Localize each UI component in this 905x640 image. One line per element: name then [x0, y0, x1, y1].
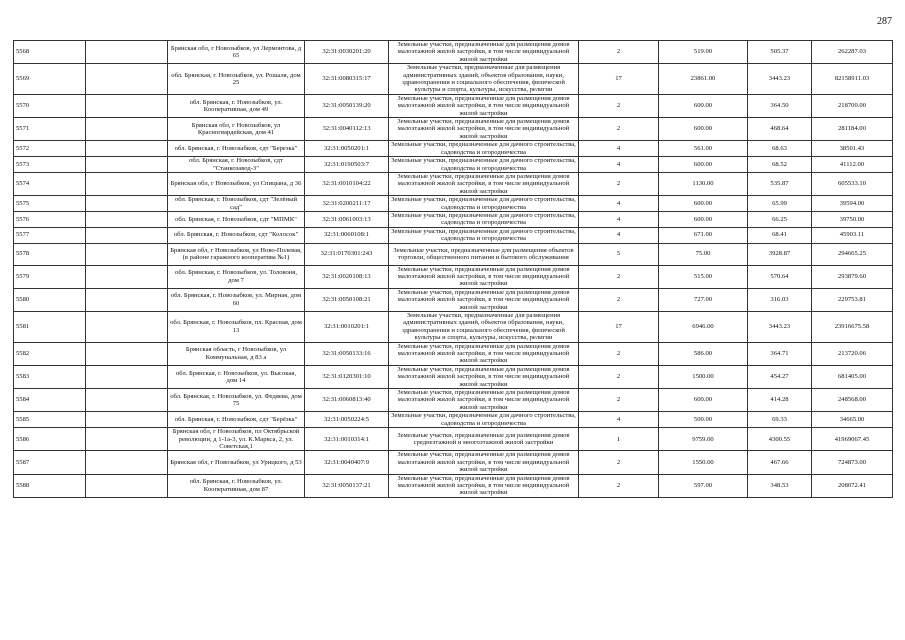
group-cell: 17 — [579, 64, 659, 95]
cadastral-value-cell: 294665.25 — [812, 243, 893, 265]
empty-cell — [86, 172, 168, 195]
cadastral-number-cell: 32:31:0020108:13 — [305, 265, 389, 288]
cadastral-value-cell: 293879.60 — [812, 265, 893, 288]
group-cell: 5 — [579, 243, 659, 265]
empty-cell — [86, 474, 168, 497]
group-cell: 4 — [579, 227, 659, 243]
area-cell: 6946.00 — [659, 312, 748, 343]
address-cell: обл. Брянская, г. Новозыбков, сдт "Зелёный сад" — [168, 196, 305, 212]
table-row — [14, 312, 893, 343]
area-cell: 600.00 — [659, 157, 748, 173]
land-use-cell: Земельные участки, предназначенные для размещения домов малоэтажной жилой застройки, в том числе индивидуальной жилой застройки — [389, 172, 579, 195]
table-row — [14, 64, 893, 95]
row-number-cell: 5585 — [14, 412, 86, 428]
row-number-cell: 5573 — [14, 157, 86, 173]
cadastral-value-cell: 213720.06 — [812, 342, 893, 365]
cadastral-number-cell: 32:31:0010104:22 — [305, 172, 389, 195]
address-cell: обл. Брянская, г. Новозыбков, сдт "Березка" — [168, 141, 305, 157]
table-row — [14, 227, 893, 243]
land-use-cell: Земельные участки, предназначенные для размещения домов малоэтажной жилой застройки, в том числе индивидуальной жилой застройки — [389, 265, 579, 288]
table-row — [14, 412, 893, 428]
land-use-cell: Земельные участки, предназначенные для дачного строительства, садоводства и огородничества — [389, 157, 579, 173]
cadastral-number-cell: 32:31:0050133:16 — [305, 342, 389, 365]
group-cell: 2 — [579, 342, 659, 365]
area-cell: 23861.00 — [659, 64, 748, 95]
empty-cell — [86, 211, 168, 227]
land-use-cell: Земельные участки, предназначенные для размещения домов малоэтажной жилой застройки, в том числе индивидуальной жилой застройки — [389, 288, 579, 311]
unit-value-cell: 454.27 — [748, 365, 812, 388]
address-cell: обл. Брянская, г. Новозыбков, ул. Кооперативная, дом 87 — [168, 474, 305, 497]
table-row — [14, 41, 893, 64]
address-cell: обл. Брянская, г. Новозыбков, сдт "Берёзка" — [168, 412, 305, 428]
row-number-cell: 5571 — [14, 118, 86, 141]
address-cell: обл. Брянская, г. Новозыбков, сдт "Колосок" — [168, 227, 305, 243]
row-number-cell: 5578 — [14, 243, 86, 265]
row-number-cell: 5586 — [14, 428, 86, 451]
area-cell: 515.00 — [659, 265, 748, 288]
address-cell: Брянская обл, г Новозыбков, ул Лермонтова, д 65 — [168, 41, 305, 64]
area-cell: 519.00 — [659, 41, 748, 64]
row-number-cell: 5582 — [14, 342, 86, 365]
table-row — [14, 94, 893, 117]
area-cell: 1130.00 — [659, 172, 748, 195]
table-row — [14, 118, 893, 141]
land-use-cell: Земельные участки, предназначенные для размещения административных зданий, объектов образования, науки, здравоохранения и социального обеспечения, физической культуры и спорта, культуры, искусства, религии — [389, 312, 579, 343]
empty-cell — [86, 451, 168, 474]
row-number-cell: 5584 — [14, 389, 86, 412]
cadastral-value-cell: 38501.43 — [812, 141, 893, 157]
cadastral-number-cell: 32:31:0010314:1 — [305, 428, 389, 451]
address-cell: обл. Брянская, г. Новозыбков, сдт "МПМК" — [168, 211, 305, 227]
unit-value-cell: 3928.87 — [748, 243, 812, 265]
area-cell: 586.00 — [659, 342, 748, 365]
cadastral-value-cell: 39594.00 — [812, 196, 893, 212]
table-row — [14, 342, 893, 365]
cadastral-value-cell: 605533.10 — [812, 172, 893, 195]
row-number-cell: 5583 — [14, 365, 86, 388]
area-cell: 75.00 — [659, 243, 748, 265]
unit-value-cell: 570.64 — [748, 265, 812, 288]
group-cell: 2 — [579, 365, 659, 388]
unit-value-cell: 348.53 — [748, 474, 812, 497]
area-cell: 600.00 — [659, 196, 748, 212]
table-row — [14, 172, 893, 195]
area-cell: 671.00 — [659, 227, 748, 243]
cadastral-number-cell: 32:31:0010201:1 — [305, 312, 389, 343]
cadastral-value-cell: 208072.41 — [812, 474, 893, 497]
address-cell: обл. Брянская, г. Новозыбков, ул. Толоконя, дом 7 — [168, 265, 305, 288]
land-use-cell: Земельные участки, предназначенные для дачного строительства, садоводства и огородничества — [389, 412, 579, 428]
group-cell: 4 — [579, 412, 659, 428]
area-cell: 600.00 — [659, 211, 748, 227]
land-use-cell: Земельные участки, предназначенные для размещения домов малоэтажной жилой застройки, в том числе индивидуальной жилой застройки — [389, 474, 579, 497]
unit-value-cell: 364.50 — [748, 94, 812, 117]
unit-value-cell: 66.25 — [748, 211, 812, 227]
cadastral-value-cell: 41112.00 — [812, 157, 893, 173]
address-cell: Брянская обл, г Новозыбков, пл Октябрьской революции, д 1-1а-3, ул. К.Маркса, 2, ул. Советская,1 — [168, 428, 305, 451]
cadastral-value-cell: 229753.81 — [812, 288, 893, 311]
land-use-cell: Земельные участки, предназначенные для дачного строительства, садоводства и огородничества — [389, 211, 579, 227]
cadastral-number-cell: 32:31:0190503:7 — [305, 157, 389, 173]
row-number-cell: 5579 — [14, 265, 86, 288]
address-cell: обл. Брянская, г. Новозыбков, ул. Федяева, дом 75 — [168, 389, 305, 412]
unit-value-cell: 68.52 — [748, 157, 812, 173]
row-number-cell: 5569 — [14, 64, 86, 95]
row-number-cell: 5587 — [14, 451, 86, 474]
cadastral-number-cell: 32:31:0040407:9 — [305, 451, 389, 474]
land-use-cell: Земельные участки, предназначенные для размещения домов малоэтажной жилой застройки, в том числе индивидуальной жилой застройки — [389, 118, 579, 141]
area-cell: 9759.00 — [659, 428, 748, 451]
row-number-cell: 5577 — [14, 227, 86, 243]
group-cell: 2 — [579, 41, 659, 64]
cadastral-number-cell: 32:31:0061003:13 — [305, 211, 389, 227]
empty-cell — [86, 157, 168, 173]
group-cell: 1 — [579, 428, 659, 451]
table-row — [14, 157, 893, 173]
land-plots-table — [13, 40, 893, 498]
unit-value-cell: 414.28 — [748, 389, 812, 412]
cadastral-value-cell: 248568.00 — [812, 389, 893, 412]
empty-cell — [86, 428, 168, 451]
row-number-cell: 5568 — [14, 41, 86, 64]
land-use-cell: Земельные участки, предназначенные для размещения домов малоэтажной жилой застройки, в том числе индивидуальной жилой застройки — [389, 94, 579, 117]
cadastral-number-cell: 32:31:0050201:1 — [305, 141, 389, 157]
page-number: 287 — [877, 16, 892, 27]
unit-value-cell: 364.71 — [748, 342, 812, 365]
group-cell: 2 — [579, 265, 659, 288]
cadastral-number-cell: 32:31:0120301:10 — [305, 365, 389, 388]
address-cell: обл. Брянская, г. Новозыбков, ул. Кооперативная, дом 49 — [168, 94, 305, 117]
table-row — [14, 288, 893, 311]
address-cell: обл. Брянская, г. Новозыбков, ул. Рошаля, дом 25 — [168, 64, 305, 95]
table-row — [14, 389, 893, 412]
cadastral-number-cell: 32:31:0060813:40 — [305, 389, 389, 412]
land-use-cell: Земельные участки, предназначенные для размещения домов малоэтажной жилой застройки, в том числе индивидуальной жилой застройки — [389, 41, 579, 64]
empty-cell — [86, 94, 168, 117]
address-cell: Брянская обл, г Новозыбков, ул Спицына, д 36 — [168, 172, 305, 195]
cadastral-value-cell: 681405.00 — [812, 365, 893, 388]
unit-value-cell: 68.63 — [748, 141, 812, 157]
land-use-cell: Земельные участки, предназначенные для размещения объектов торговли, общественного питания и бытового обслуживания — [389, 243, 579, 265]
table-row — [14, 428, 893, 451]
group-cell: 2 — [579, 172, 659, 195]
cadastral-value-cell: 262287.03 — [812, 41, 893, 64]
table-row — [14, 265, 893, 288]
address-cell: обл. Брянская, г. Новозыбков, сдт "Станкозавод-3" — [168, 157, 305, 173]
table-row — [14, 211, 893, 227]
empty-cell — [86, 389, 168, 412]
group-cell: 2 — [579, 118, 659, 141]
group-cell: 2 — [579, 451, 659, 474]
empty-cell — [86, 227, 168, 243]
group-cell: 2 — [579, 94, 659, 117]
row-number-cell: 5588 — [14, 474, 86, 497]
unit-value-cell: 69.33 — [748, 412, 812, 428]
cadastral-value-cell: 724873.00 — [812, 451, 893, 474]
empty-cell — [86, 41, 168, 64]
cadastral-value-cell: 41969067.45 — [812, 428, 893, 451]
address-cell: Брянская область, г Новозыбков, ул Коммунальная, д 83 а — [168, 342, 305, 365]
cadastral-number-cell: 32:31:0050108:21 — [305, 288, 389, 311]
unit-value-cell: 4300.55 — [748, 428, 812, 451]
empty-cell — [86, 64, 168, 95]
address-cell: обл. Брянская, г. Новозыбков, ул. Высокая, дом 14 — [168, 365, 305, 388]
table-row — [14, 196, 893, 212]
unit-value-cell: 3443.23 — [748, 64, 812, 95]
land-use-cell: Земельные участки, предназначенные для размещения домов среднеэтажной и многоэтажной жилой застройки — [389, 428, 579, 451]
empty-cell — [86, 342, 168, 365]
land-use-cell: Земельные участки, предназначенные для размещения домов малоэтажной жилой застройки, в том числе индивидуальной жилой застройки — [389, 365, 579, 388]
row-number-cell: 5572 — [14, 141, 86, 157]
group-cell: 4 — [579, 211, 659, 227]
unit-value-cell: 468.64 — [748, 118, 812, 141]
unit-value-cell: 65.99 — [748, 196, 812, 212]
address-cell: обл. Брянская, г. Новозыбков, пл. Красная, дом 13 — [168, 312, 305, 343]
cadastral-number-cell: 32:31:0060108:1 — [305, 227, 389, 243]
area-cell: 500.00 — [659, 412, 748, 428]
area-cell: 561.00 — [659, 141, 748, 157]
row-number-cell: 5574 — [14, 172, 86, 195]
address-cell: Брянская обл, г Новозыбков, ул Ново-Полевая, (в районе гаражного кооператива №1) — [168, 243, 305, 265]
address-cell: Брянская обл, г Новозыбков, ул Красногвардейская, дом 41 — [168, 118, 305, 141]
cadastral-number-cell: 32:31:0030201:20 — [305, 41, 389, 64]
empty-cell — [86, 288, 168, 311]
land-use-cell: Земельные участки, предназначенные для размещения домов малоэтажной жилой застройки, в том числе индивидуальной жилой застройки — [389, 342, 579, 365]
area-cell: 597.00 — [659, 474, 748, 497]
area-cell: 727.00 — [659, 288, 748, 311]
cadastral-number-cell: 32:31:0200211:17 — [305, 196, 389, 212]
table-row — [14, 451, 893, 474]
land-use-cell: Земельные участки, предназначенные для размещения административных зданий, объектов образования, науки, здравоохранения и социального обеспечения, физической культуры и спорта, культуры, искусства, религии — [389, 64, 579, 95]
land-use-cell: Земельные участки, предназначенные для размещения домов малоэтажной жилой застройки, в том числе индивидуальной жилой застройки — [389, 451, 579, 474]
table-body — [14, 41, 893, 498]
land-use-cell: Земельные участки, предназначенные для дачного строительства, садоводства и огородничества — [389, 227, 579, 243]
unit-value-cell: 467.66 — [748, 451, 812, 474]
group-cell: 2 — [579, 474, 659, 497]
land-use-cell: Земельные участки, предназначенные для дачного строительства, садоводства и огородничества — [389, 196, 579, 212]
empty-cell — [86, 265, 168, 288]
empty-cell — [86, 365, 168, 388]
empty-cell — [86, 312, 168, 343]
cadastral-number-cell: 32:31:0170301:243 — [305, 243, 389, 265]
table-row — [14, 243, 893, 265]
area-cell: 1500.00 — [659, 365, 748, 388]
cadastral-number-cell: 32:31:0040112:13 — [305, 118, 389, 141]
land-use-cell: Земельные участки, предназначенные для размещения домов малоэтажной жилой застройки, в том числе индивидуальной жилой застройки — [389, 389, 579, 412]
group-cell: 4 — [579, 141, 659, 157]
cadastral-value-cell: 82158911.03 — [812, 64, 893, 95]
empty-cell — [86, 118, 168, 141]
cadastral-number-cell: 32:31:0050137:21 — [305, 474, 389, 497]
group-cell: 2 — [579, 288, 659, 311]
land-use-cell: Земельные участки, предназначенные для дачного строительства, садоводства и огородничества — [389, 141, 579, 157]
empty-cell — [86, 196, 168, 212]
area-cell: 1550.00 — [659, 451, 748, 474]
group-cell: 4 — [579, 157, 659, 173]
cadastral-number-cell: 32:31:0080315:17 — [305, 64, 389, 95]
row-number-cell: 5580 — [14, 288, 86, 311]
table-row — [14, 365, 893, 388]
row-number-cell: 5581 — [14, 312, 86, 343]
group-cell: 4 — [579, 196, 659, 212]
area-cell: 600.00 — [659, 94, 748, 117]
cadastral-value-cell: 39750.00 — [812, 211, 893, 227]
row-number-cell: 5576 — [14, 211, 86, 227]
row-number-cell: 5575 — [14, 196, 86, 212]
row-number-cell: 5570 — [14, 94, 86, 117]
address-cell: обл. Брянская, г. Новозыбков, ул. Мирная, дом 60 — [168, 288, 305, 311]
cadastral-value-cell: 218700.00 — [812, 94, 893, 117]
cadastral-value-cell: 34665.00 — [812, 412, 893, 428]
cadastral-value-cell: 281184.00 — [812, 118, 893, 141]
group-cell: 2 — [579, 389, 659, 412]
unit-value-cell: 68.41 — [748, 227, 812, 243]
area-cell: 600.00 — [659, 389, 748, 412]
group-cell: 17 — [579, 312, 659, 343]
empty-cell — [86, 243, 168, 265]
empty-cell — [86, 141, 168, 157]
unit-value-cell: 535.87 — [748, 172, 812, 195]
cadastral-number-cell: 32:31:0050139:20 — [305, 94, 389, 117]
cadastral-value-cell: 45903.11 — [812, 227, 893, 243]
table-row — [14, 474, 893, 497]
table-row — [14, 141, 893, 157]
cadastral-value-cell: 23916675.58 — [812, 312, 893, 343]
cadastral-number-cell: 32:31:0050224:5 — [305, 412, 389, 428]
area-cell: 600.00 — [659, 118, 748, 141]
empty-cell — [86, 412, 168, 428]
address-cell: Брянская обл, г Новозыбков, ул Урицкого, д 53 — [168, 451, 305, 474]
unit-value-cell: 3443.23 — [748, 312, 812, 343]
unit-value-cell: 505.37 — [748, 41, 812, 64]
unit-value-cell: 316.03 — [748, 288, 812, 311]
